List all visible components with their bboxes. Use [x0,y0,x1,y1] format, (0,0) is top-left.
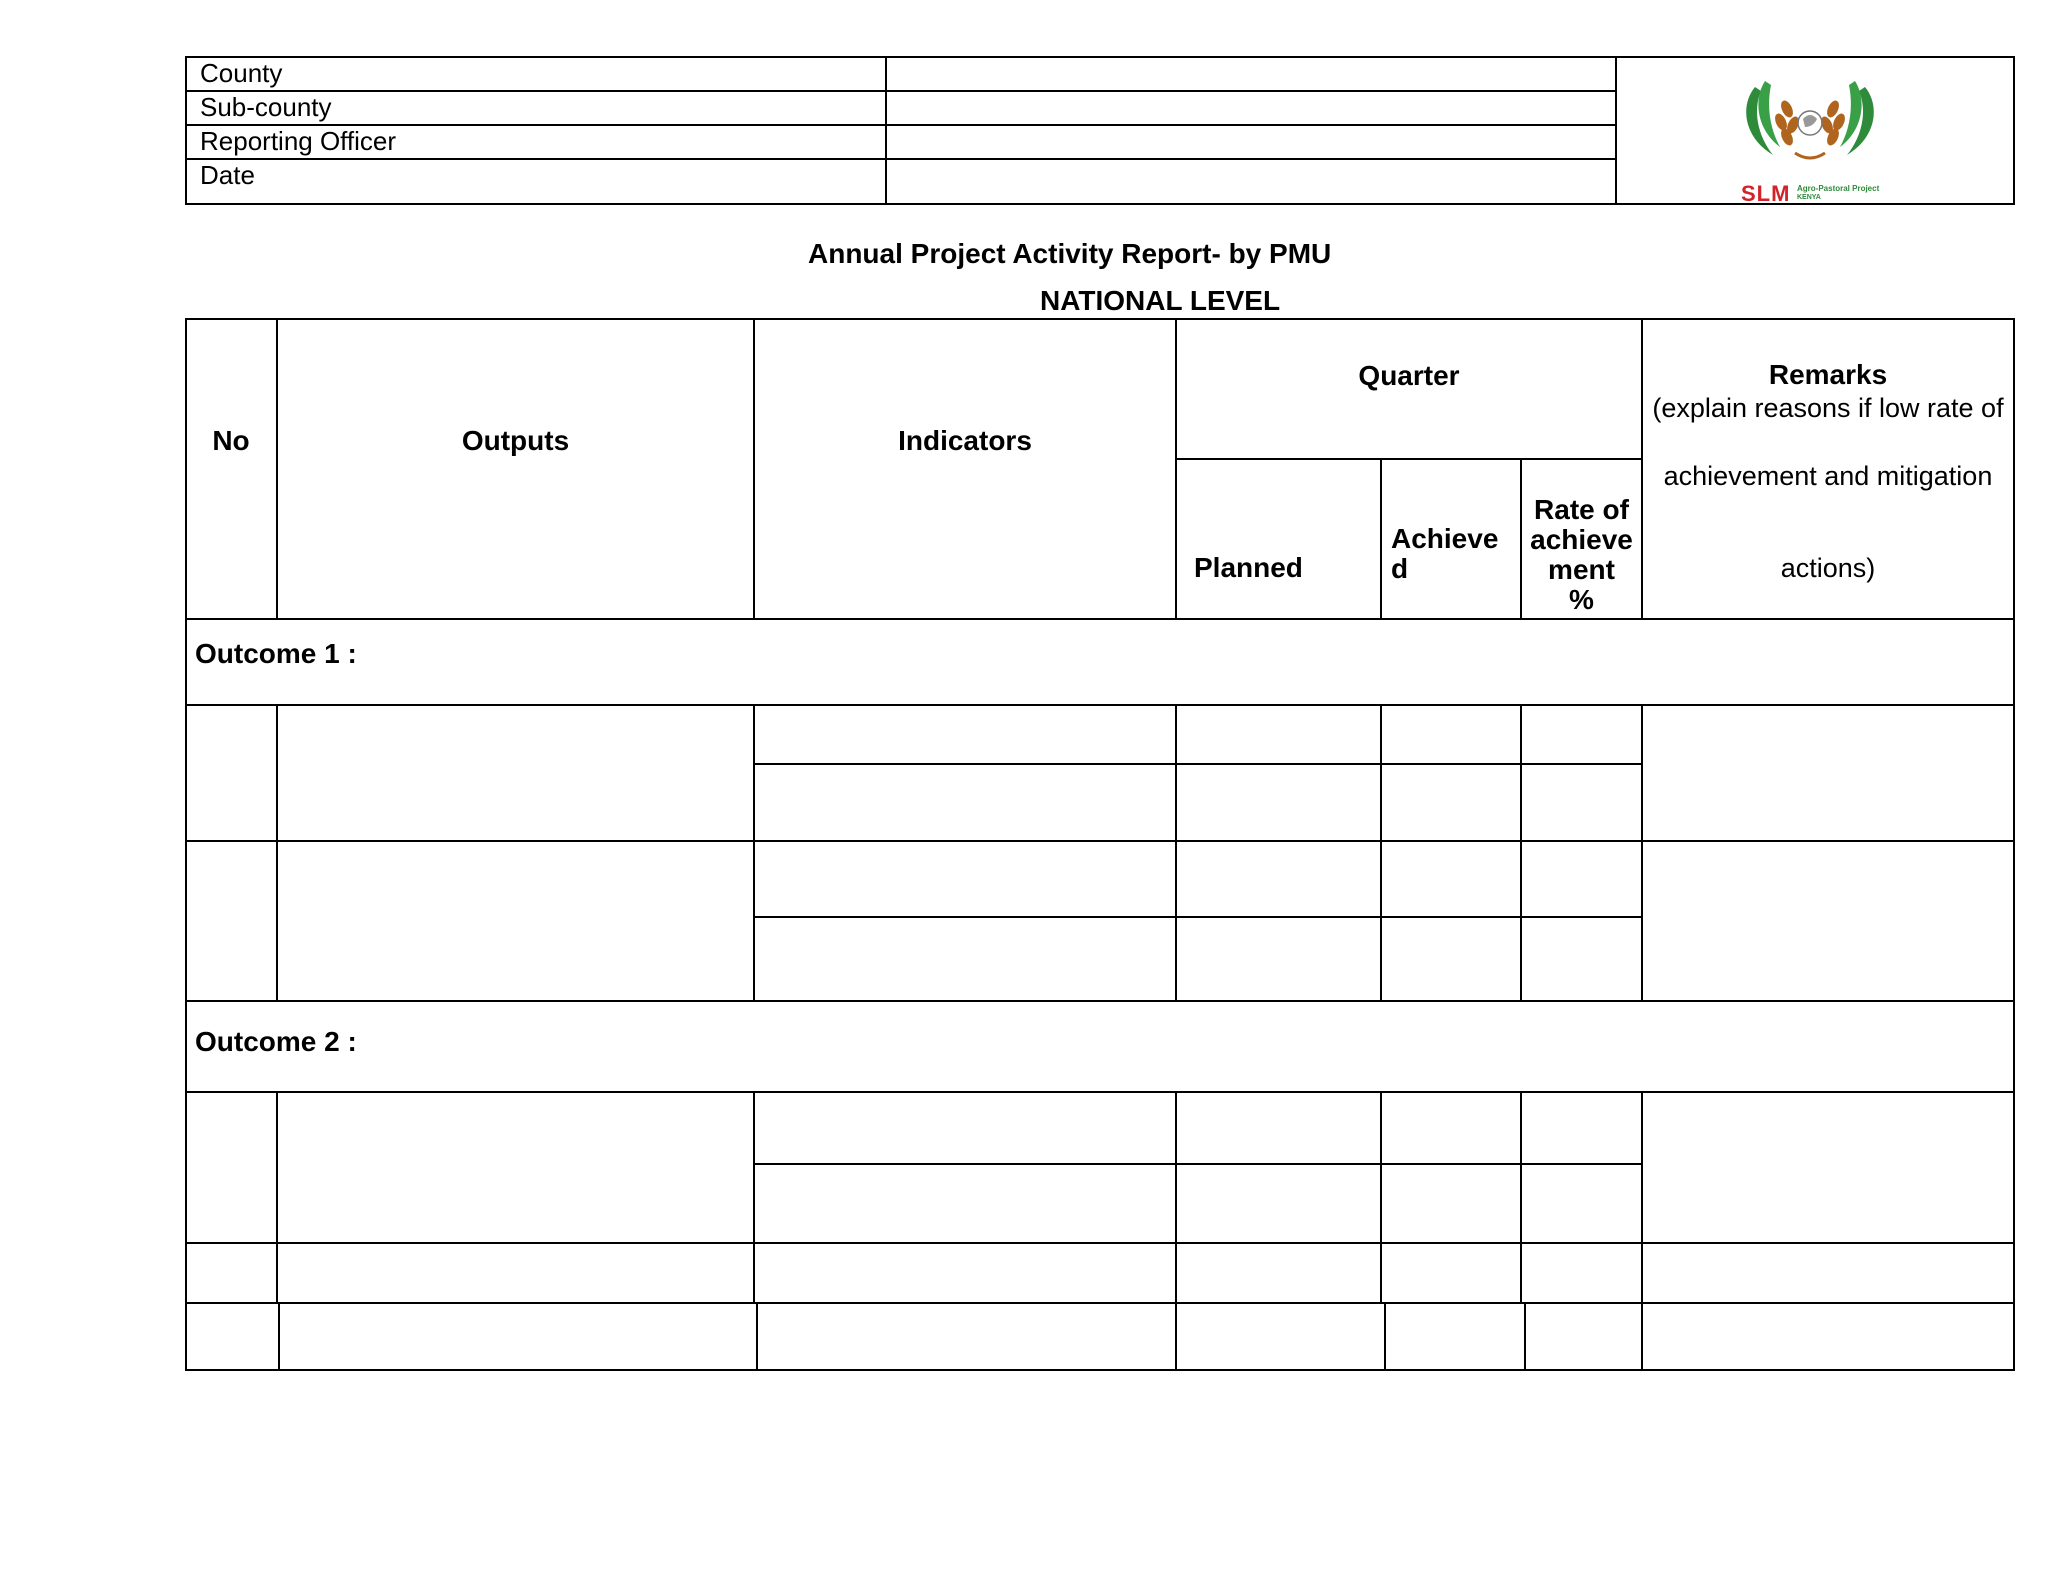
row-divider [753,916,1641,918]
header-quarter: Quarter [1358,360,1460,391]
row-divider [185,1242,2015,1244]
header-outputs: Outputs [461,425,570,456]
col-divider [1384,1302,1386,1371]
report-level: NATIONAL LEVEL [1040,285,1281,316]
header-row-divider [1175,458,1641,460]
header-rate-line4: % [1569,584,1594,615]
col-divider [1380,704,1382,1001]
row-divider [753,763,1641,765]
date-label: Date [200,160,255,190]
reporting-officer-value[interactable] [890,126,1610,156]
col-divider [276,318,278,619]
col-divider [756,1302,758,1371]
county-label: County [200,58,283,88]
logo-tagline: Agro-Pastoral Project [1797,184,1880,193]
header-rate-line1: Rate of [1534,494,1629,525]
reporting-officer-label: Reporting Officer [200,126,397,156]
col-divider [1175,704,1177,1001]
header-achieved-line2: d [1391,553,1409,584]
col-divider [1524,1302,1526,1371]
col-divider [1175,1302,1177,1371]
col-divider [1380,1091,1382,1303]
col-divider [276,1091,278,1303]
col-divider [278,1302,280,1371]
header-remarks: Remarks [1768,359,1888,390]
outcome-2-label: Outcome 2 : [195,1026,357,1057]
col-divider [1520,1091,1522,1303]
header-rate-line2: achieve [1530,524,1633,555]
county-value[interactable] [890,58,1610,88]
col-divider [276,704,278,1001]
row-divider [185,840,2015,842]
col-divider [1520,704,1522,1001]
row-divider [185,1302,2015,1304]
wheat-emblem-icon [1735,75,1885,165]
row-divider [185,1091,2015,1093]
col-divider [753,1091,755,1303]
info-logo-divider [1615,56,1617,205]
col-divider [1641,704,1643,1001]
header-no: No [212,425,250,456]
header-indicators: Indicators [898,425,1032,456]
logo-text: SLM [1741,181,1791,206]
col-divider [1641,1302,1643,1371]
header-remarks-line1: (explain reasons if low rate of [1652,393,2004,423]
date-value[interactable] [890,160,1610,202]
info-col-divider [885,56,887,205]
row-divider [753,1163,1641,1165]
slm-logo [1735,75,1885,205]
sub-county-value[interactable] [890,92,1610,122]
header-rate-line3: ment [1548,554,1615,585]
col-divider [753,704,755,1001]
col-divider [753,318,755,619]
row-divider [185,704,2015,706]
sub-county-label: Sub-county [200,92,332,122]
header-achieved-line1: Achieve [1391,523,1499,554]
header-remarks-line2: achievement and mitigation [1663,461,1993,491]
header-remarks-line3: actions) [1780,553,1876,583]
col-divider [1175,1091,1177,1303]
header-planned: Planned [1194,552,1303,583]
outcome-1-label: Outcome 1 : [195,638,357,669]
row-divider [185,1000,2015,1002]
col-divider [1641,1091,1643,1303]
report-title: Annual Project Activity Report- by PMU [808,238,1332,269]
col-divider [1380,458,1382,619]
row-divider [185,618,2015,620]
logo-country: KENYA [1797,194,1821,201]
